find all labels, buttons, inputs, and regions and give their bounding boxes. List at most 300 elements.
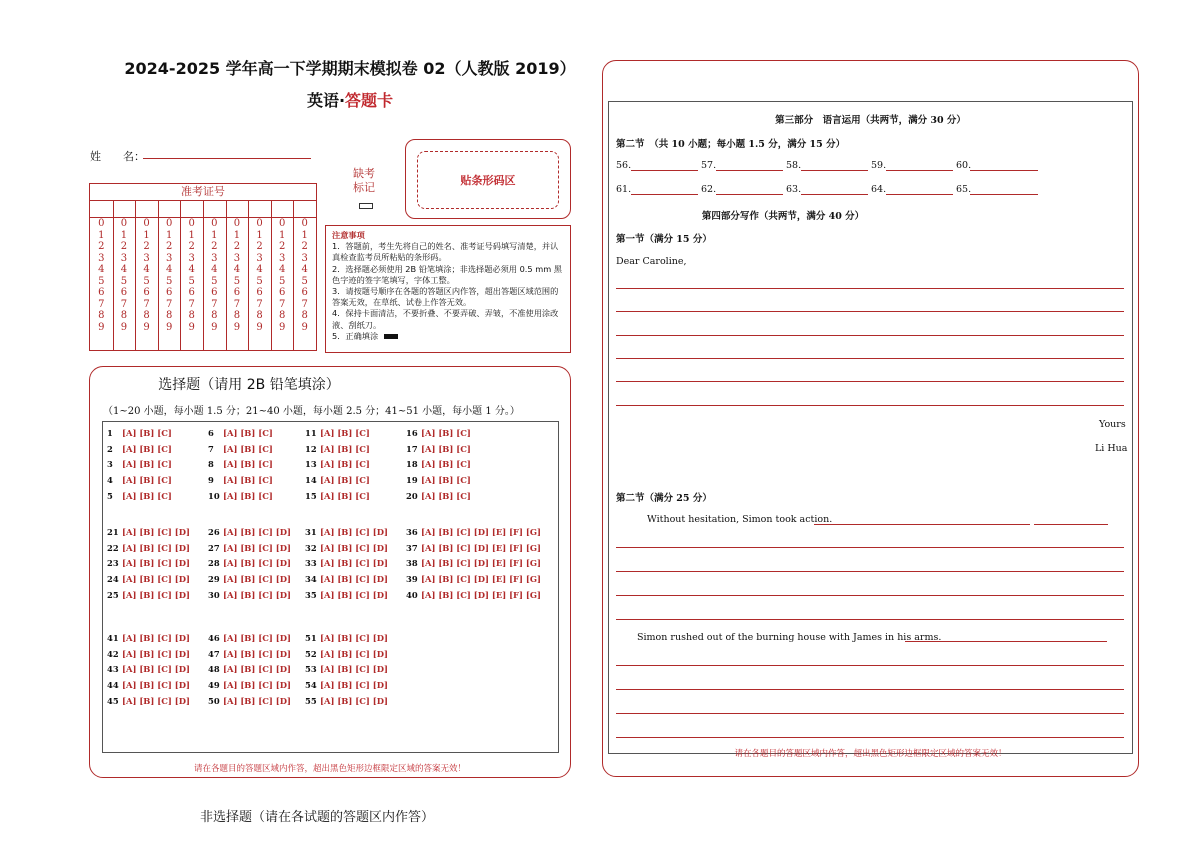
right-warning: 请在各题目的答题区域内作答，超出黑色矩形边框限定区域的答案无效！	[734, 749, 1007, 759]
answer-options[interactable]: [A] [B] [C] [D]	[320, 574, 388, 585]
question-number: 44	[107, 680, 119, 691]
writing-line[interactable]	[616, 713, 1124, 714]
question-item[interactable]	[305, 649, 388, 659]
fill-example-label: 5．正确填涂	[332, 330, 379, 341]
question-item[interactable]	[107, 574, 190, 584]
exam-id-digit[interactable]: 9	[233, 321, 241, 333]
question-item[interactable]	[305, 491, 370, 501]
blank-number: 58.	[786, 160, 802, 171]
question-item[interactable]	[208, 696, 291, 706]
blank-answer-line[interactable]	[970, 194, 1038, 195]
exam-id-digit[interactable]: 6	[98, 287, 105, 298]
exam-id-digit[interactable]: 3	[301, 252, 308, 264]
question-item[interactable]	[406, 558, 541, 568]
answer-options[interactable]: [A] [B] [C] [D]	[122, 558, 190, 569]
exam-id-digit[interactable]: 0	[188, 218, 195, 229]
notes-item: 4．保持卡面清洁，不要折叠、不要弄破、弄皱，不准使用涂改液、刮纸刀。	[332, 308, 559, 330]
exam-id-digit-column[interactable]	[248, 218, 271, 333]
answer-options[interactable]: [A] [B] [C] [D]	[320, 558, 388, 569]
exam-id-digit[interactable]: 8	[98, 310, 105, 321]
question-number: 42	[107, 648, 119, 659]
answer-options[interactable]: [A] [B] [C] [D]	[122, 648, 190, 659]
answer-options[interactable]: [A] [B] [C]	[421, 443, 471, 454]
question-number: 51	[305, 633, 317, 643]
answer-options[interactable]: [A] [B] [C] [D] [E] [F] [G]	[421, 589, 541, 600]
exam-id-digit[interactable]: 4	[301, 264, 308, 275]
exam-id-digit[interactable]: 3	[165, 252, 173, 264]
exam-id-digit[interactable]: 4	[233, 264, 241, 275]
blank-answer-line[interactable]	[970, 170, 1038, 171]
question-number: 33	[305, 558, 317, 569]
exam-id-digit[interactable]: 9	[301, 321, 308, 333]
exam-id-digit[interactable]: 1	[120, 229, 128, 241]
answer-options[interactable]: [A] [B] [C]	[122, 428, 172, 438]
question-item[interactable]	[107, 428, 172, 438]
question-number: 5	[107, 490, 113, 501]
exam-id-digit-column[interactable]	[226, 218, 249, 333]
exam-id-digit[interactable]: 6	[143, 287, 150, 298]
question-item[interactable]	[208, 680, 291, 690]
exam-id-digit-column[interactable]	[271, 218, 294, 333]
answer-options[interactable]: [A] [B] [C]	[421, 490, 471, 501]
question-number: 41	[107, 633, 119, 643]
exam-id-digit[interactable]: 2	[98, 241, 105, 252]
exam-id-digit[interactable]: 4	[165, 264, 173, 275]
answer-options[interactable]: [A] [B] [C] [D]	[122, 542, 190, 553]
question-item[interactable]	[107, 590, 190, 600]
answer-options[interactable]: [A] [B] [C] [D]	[122, 589, 190, 600]
exam-id-digit[interactable]: 2	[188, 241, 195, 252]
question-number: 32	[305, 542, 317, 553]
question-number: 37	[406, 542, 418, 553]
exam-id-digit[interactable]: 4	[120, 264, 128, 275]
writing-line[interactable]	[616, 381, 1124, 382]
exam-id-digit[interactable]: 3	[188, 252, 195, 264]
answer-options[interactable]: [A] [B] [C] [D]	[223, 527, 291, 537]
answer-options[interactable]: [A] [B] [C] [D]	[223, 542, 291, 553]
exam-id-digit-column[interactable]	[203, 218, 226, 333]
choice-title: 选择题（请用 2B 铅笔填涂）	[158, 377, 340, 393]
question-item[interactable]	[305, 664, 388, 674]
exam-id-digit[interactable]: 4	[211, 264, 218, 275]
exam-id-grid[interactable]	[89, 183, 317, 351]
exam-id-digit[interactable]: 2	[143, 241, 150, 252]
exam-id-digit[interactable]: 0	[143, 218, 150, 229]
blank-number: 59.	[871, 160, 887, 171]
question-number: 20	[406, 490, 418, 501]
question-item[interactable]	[305, 696, 388, 706]
writing-line[interactable]	[616, 335, 1124, 336]
exam-id-digit[interactable]: 8	[120, 310, 128, 321]
answer-options[interactable]: [A] [B] [C]	[320, 490, 370, 501]
exam-id-digit[interactable]: 3	[98, 252, 105, 264]
answer-options[interactable]: [A] [B] [C] [D]	[320, 633, 388, 643]
exam-id-digit[interactable]: 0	[98, 218, 105, 229]
absent-label-line1: 缺考	[353, 167, 375, 180]
answer-options[interactable]: [A] [B] [C] [D]	[223, 664, 291, 675]
exam-id-digit[interactable]: 5	[165, 275, 173, 287]
answer-options[interactable]: [A] [B] [C] [D]	[223, 695, 291, 706]
question-item[interactable]	[208, 574, 291, 584]
question-item[interactable]	[107, 475, 172, 485]
writing-line[interactable]	[616, 405, 1124, 406]
exam-id-digit[interactable]: 9	[188, 321, 195, 333]
exam-id-digit-column[interactable]	[180, 218, 203, 333]
answer-options[interactable]: [A] [B] [C]	[320, 459, 370, 470]
writing-line[interactable]	[1034, 524, 1108, 525]
exam-id-digit[interactable]: 0	[211, 218, 218, 229]
question-item[interactable]	[406, 459, 471, 469]
exam-id-digit[interactable]: 8	[256, 310, 263, 321]
blank-answer-line[interactable]	[886, 170, 953, 171]
question-item[interactable]	[107, 491, 172, 501]
exam-id-digit[interactable]: 2	[165, 241, 173, 252]
question-item[interactable]	[208, 444, 273, 454]
exam-id-digit[interactable]: 1	[165, 229, 173, 241]
exam-id-digit[interactable]: 3	[278, 252, 286, 264]
exam-id-digit-column[interactable]	[135, 218, 158, 333]
answer-options[interactable]: [A] [B] [C] [D]	[320, 664, 388, 675]
writing-line[interactable]	[616, 547, 1124, 548]
question-item[interactable]	[107, 527, 190, 537]
answer-options[interactable]: [A] [B] [C]	[421, 475, 471, 486]
notes-fill-example	[332, 331, 564, 342]
exam-id-digit[interactable]: 9	[165, 321, 173, 333]
exam-id-digit-column[interactable]	[90, 218, 113, 333]
answer-options[interactable]: [A] [B] [C] [D]	[320, 527, 388, 537]
answer-options[interactable]: [A] [B] [C] [D]	[122, 664, 190, 675]
question-number: 35	[305, 589, 317, 600]
exam-id-digit[interactable]: 5	[233, 275, 241, 287]
question-number: 10	[208, 490, 220, 501]
exam-id-digit[interactable]: 5	[301, 275, 308, 287]
exam-id-digit[interactable]: 7	[98, 298, 105, 310]
question-number: 28	[208, 558, 220, 569]
question-item[interactable]	[107, 543, 190, 553]
question-number: 12	[305, 443, 317, 454]
writing-line[interactable]	[616, 311, 1124, 312]
question-item[interactable]	[208, 543, 291, 553]
exam-id-digit[interactable]: 8	[188, 310, 195, 321]
answer-options[interactable]: [A] [B] [C] [D]	[122, 680, 190, 691]
exam-id-digit-column[interactable]	[113, 218, 136, 333]
exam-id-digit[interactable]: 0	[233, 218, 241, 229]
exam-id-digit[interactable]: 8	[165, 310, 173, 321]
question-item[interactable]	[406, 527, 541, 537]
question-item[interactable]	[208, 558, 291, 568]
writing-line[interactable]	[814, 524, 1030, 525]
question-item[interactable]	[305, 428, 370, 438]
exam-id-digit[interactable]: 6	[256, 287, 263, 298]
answer-options[interactable]: [A] [B] [C] [D]	[122, 527, 190, 537]
exam-id-digit[interactable]: 8	[301, 310, 308, 321]
exam-id-digit[interactable]: 2	[278, 241, 286, 252]
exam-id-digit[interactable]: 1	[188, 229, 195, 241]
exam-id-digit[interactable]: 4	[278, 264, 286, 275]
question-item[interactable]	[107, 633, 190, 643]
exam-id-digit[interactable]: 3	[143, 252, 150, 264]
answer-options[interactable]: [A] [B] [C]	[122, 443, 172, 454]
answer-options[interactable]: [A] [B] [C] [D]	[223, 633, 291, 643]
question-number: 36	[406, 527, 418, 537]
answer-options[interactable]: [A] [B] [C]	[223, 428, 273, 438]
question-item[interactable]	[305, 527, 388, 537]
exam-id-digit-column[interactable]	[158, 218, 181, 333]
exam-id-digit[interactable]: 9	[256, 321, 263, 333]
nonchoice-label: 非选择题（请在各试题的答题区内作答）	[200, 810, 435, 825]
exam-id-digit[interactable]: 5	[256, 275, 263, 287]
answer-options[interactable]: [A] [B] [C]	[122, 475, 172, 486]
exam-id-digit[interactable]: 7	[233, 298, 241, 310]
question-number: 3	[107, 459, 113, 470]
exam-id-digit[interactable]: 5	[120, 275, 128, 287]
answer-options[interactable]: [A] [B] [C]	[320, 443, 370, 454]
blank-answer-line[interactable]	[716, 170, 783, 171]
question-item[interactable]	[305, 574, 388, 584]
exam-id-digit[interactable]: 1	[211, 229, 218, 241]
writing-line[interactable]	[616, 595, 1124, 596]
blank-answer-line[interactable]	[886, 194, 953, 195]
blank-number: 63.	[786, 184, 802, 195]
exam-id-digit[interactable]: 6	[301, 287, 308, 298]
exam-id-label: 准考证号	[90, 184, 316, 201]
question-item[interactable]	[305, 543, 388, 553]
subject-label: 英语·	[306, 91, 346, 110]
question-item[interactable]	[107, 558, 190, 568]
part3-title-text: 第三部分 语言运用（共两节，满分 30 分）	[775, 115, 966, 126]
question-number: 25	[107, 589, 119, 600]
blank-answer-line[interactable]	[801, 170, 868, 171]
question-item[interactable]	[107, 459, 172, 469]
question-number: 53	[305, 664, 317, 675]
question-number: 29	[208, 574, 220, 585]
question-number: 30	[208, 589, 220, 600]
exam-id-digit[interactable]: 1	[278, 229, 286, 241]
exam-id-digit[interactable]: 0	[165, 218, 173, 229]
question-item[interactable]	[406, 444, 471, 454]
question-item[interactable]	[107, 696, 190, 706]
exam-id-digit[interactable]: 3	[120, 252, 128, 264]
exam-id-digit[interactable]: 9	[278, 321, 286, 333]
question-number: 23	[107, 558, 119, 569]
exam-id-digit[interactable]: 9	[211, 321, 218, 333]
question-item[interactable]	[107, 649, 190, 659]
para1-start: Without hesitation, Simon took action.	[647, 514, 833, 525]
exam-id-digit[interactable]: 6	[120, 287, 128, 298]
absent-mark-box[interactable]	[359, 203, 373, 209]
blank-number: 60.	[956, 160, 972, 171]
question-item[interactable]	[107, 444, 172, 454]
exam-id-digit[interactable]: 8	[278, 310, 286, 321]
question-number: 48	[208, 664, 220, 675]
exam-id-digit[interactable]: 0	[120, 218, 128, 229]
question-item[interactable]	[406, 574, 541, 584]
exam-id-digit[interactable]: 8	[143, 310, 150, 321]
exam-id-digit[interactable]: 3	[211, 252, 218, 264]
blank-answer-line[interactable]	[801, 194, 868, 195]
answer-options[interactable]: [A] [B] [C] [D]	[320, 680, 388, 691]
exam-id-digit[interactable]: 7	[120, 298, 128, 310]
exam-id-digit[interactable]: 2	[301, 241, 308, 252]
exam-id-digit[interactable]: 6	[233, 287, 241, 298]
exam-id-digit[interactable]: 4	[256, 264, 263, 275]
barcode-label: 贴条形码区	[417, 151, 559, 209]
writing-line[interactable]	[905, 641, 1107, 642]
exam-id-digit[interactable]: 7	[256, 298, 263, 310]
exam-id-digit[interactable]: 1	[301, 229, 308, 241]
answer-options[interactable]: [A] [B] [C]	[223, 475, 273, 486]
exam-id-digit[interactable]: 9	[98, 321, 105, 333]
exam-id-digit[interactable]: 6	[278, 287, 286, 298]
blank-number: 62.	[701, 184, 717, 195]
exam-id-digit[interactable]: 4	[98, 264, 105, 275]
exam-id-digit[interactable]: 5	[98, 275, 105, 287]
answer-options[interactable]: [A] [B] [C] [D]	[223, 648, 291, 659]
exam-id-digit[interactable]: 7	[143, 298, 150, 310]
exam-id-digit[interactable]: 2	[211, 241, 218, 252]
answer-options[interactable]: [A] [B] [C] [D]	[320, 542, 388, 553]
question-item[interactable]	[406, 491, 471, 501]
answer-options[interactable]: [A] [B] [C]	[421, 459, 471, 470]
answer-options[interactable]: [A] [B] [C] [D]	[320, 589, 388, 600]
letter-greeting: Dear Caroline,	[616, 256, 687, 267]
question-item[interactable]	[305, 558, 388, 568]
name-field[interactable]	[143, 158, 311, 159]
exam-id-digit[interactable]: 0	[301, 218, 308, 229]
exam-id-digit[interactable]: 4	[143, 264, 150, 275]
answer-options[interactable]: [A] [B] [C] [D]	[122, 633, 190, 643]
answer-options[interactable]: [A] [B] [C]	[421, 428, 471, 438]
answer-options[interactable]: [A] [B] [C] [D]	[122, 574, 190, 585]
exam-id-digit[interactable]: 9	[120, 321, 128, 333]
exam-id-digit[interactable]: 8	[211, 310, 218, 321]
exam-id-digit[interactable]: 1	[256, 229, 263, 241]
question-item[interactable]	[305, 633, 388, 643]
answer-options[interactable]: [A] [B] [C] [D]	[223, 558, 291, 569]
question-number: 9	[208, 475, 214, 486]
answer-options[interactable]: [A] [B] [C] [D] [E] [F] [G]	[421, 527, 541, 537]
question-item[interactable]	[305, 459, 370, 469]
exam-id-digit[interactable]: 6	[165, 287, 173, 298]
exam-id-digit[interactable]: 7	[278, 298, 286, 310]
part4-section2: 第二节（满分 25 分）	[616, 493, 712, 504]
exam-id-digit[interactable]: 7	[165, 298, 173, 310]
answer-options[interactable]: [A] [B] [C]	[320, 428, 370, 438]
answer-options[interactable]: [A] [B] [C] [D]	[320, 648, 388, 659]
exam-title: 2024-2025 学年高一下学期期末模拟卷 02（人教版 2019）	[124, 59, 576, 78]
question-number: 46	[208, 633, 220, 643]
exam-id-digit[interactable]: 5	[143, 275, 150, 287]
exam-id-digit-column[interactable]	[293, 218, 316, 333]
answer-options[interactable]: [A] [B] [C] [D] [E] [F] [G]	[421, 558, 541, 569]
question-number: 34	[305, 574, 317, 585]
question-item[interactable]	[107, 680, 190, 690]
exam-id-digit[interactable]: 7	[211, 298, 218, 310]
exam-id-digit[interactable]: 6	[188, 287, 195, 298]
exam-id-digit[interactable]: 2	[233, 241, 241, 252]
question-item[interactable]	[406, 590, 541, 600]
answer-options[interactable]: [A] [B] [C]	[122, 490, 172, 501]
blank-number: 56.	[616, 160, 632, 171]
question-item[interactable]	[305, 475, 370, 485]
exam-id-digit[interactable]: 9	[143, 321, 150, 333]
question-item[interactable]	[406, 475, 471, 485]
exam-id-digit[interactable]: 1	[98, 229, 105, 241]
question-number: 47	[208, 648, 220, 659]
question-item[interactable]	[208, 590, 291, 600]
exam-id-digit[interactable]: 2	[120, 241, 128, 252]
question-item[interactable]	[208, 491, 273, 501]
blank-answer-line[interactable]	[631, 194, 698, 195]
writing-line[interactable]	[616, 288, 1124, 289]
exam-id-digit[interactable]: 5	[188, 275, 195, 287]
question-item[interactable]	[208, 633, 291, 643]
answer-options[interactable]: [A] [B] [C] [D] [E] [F] [G]	[421, 542, 541, 553]
question-number: 38	[406, 558, 418, 569]
question-number: 43	[107, 664, 119, 675]
writing-line[interactable]	[616, 571, 1124, 572]
question-number: 19	[406, 475, 418, 486]
exam-id-digit[interactable]: 3	[256, 252, 263, 264]
exam-id-digit[interactable]: 1	[143, 229, 150, 241]
answer-options[interactable]: [A] [B] [C] [D] [E] [F] [G]	[421, 574, 541, 585]
exam-id-digit[interactable]: 5	[211, 275, 218, 287]
answer-options[interactable]: [A] [B] [C] [D]	[223, 589, 291, 600]
exam-id-digit[interactable]: 7	[301, 298, 308, 310]
exam-id-digit[interactable]: 1	[233, 229, 241, 241]
answer-options[interactable]: [A] [B] [C] [D]	[223, 574, 291, 585]
answer-options[interactable]: [A] [B] [C]	[320, 475, 370, 486]
answer-options[interactable]: [A] [B] [C] [D]	[320, 695, 388, 706]
exam-id-digit[interactable]: 7	[188, 298, 195, 310]
writing-line[interactable]	[616, 689, 1124, 690]
exam-id-digit[interactable]: 3	[233, 252, 241, 264]
blank-answer-line[interactable]	[631, 170, 698, 171]
answer-options[interactable]: [A] [B] [C]	[122, 459, 172, 470]
exam-id-digit[interactable]: 2	[256, 241, 263, 252]
question-item[interactable]	[406, 543, 541, 553]
answer-options[interactable]: [A] [B] [C] [D]	[223, 680, 291, 691]
writing-line[interactable]	[616, 665, 1124, 666]
exam-id-digit[interactable]: 0	[256, 218, 263, 229]
exam-id-digit[interactable]: 0	[278, 218, 286, 229]
writing-line[interactable]	[616, 358, 1124, 359]
question-item[interactable]	[208, 527, 291, 537]
question-item[interactable]	[406, 428, 471, 438]
question-item[interactable]	[305, 590, 388, 600]
answer-options[interactable]: [A] [B] [C]	[223, 459, 273, 470]
question-item[interactable]	[305, 680, 388, 690]
answer-options[interactable]: [A] [B] [C] [D]	[122, 695, 190, 706]
exam-id-digit[interactable]: 6	[211, 287, 218, 298]
answer-options[interactable]: [A] [B] [C]	[223, 443, 273, 454]
writing-line[interactable]	[616, 619, 1124, 620]
question-item[interactable]	[208, 664, 291, 674]
question-item[interactable]	[208, 459, 273, 469]
exam-id-digit[interactable]: 5	[278, 275, 286, 287]
question-item[interactable]	[107, 664, 190, 674]
exam-id-digit[interactable]: 4	[188, 264, 195, 275]
question-item[interactable]	[305, 444, 370, 454]
writing-line[interactable]	[616, 737, 1124, 738]
notes-item: 2．选择题必须使用 2B 铅笔填涂；非选择题必须用 0.5 mm 黑色字迹的签字笔填写，字体工整。	[332, 263, 562, 285]
blank-answer-line[interactable]	[716, 194, 783, 195]
question-item[interactable]	[208, 649, 291, 659]
question-item[interactable]	[208, 428, 273, 438]
exam-id-digit[interactable]: 8	[233, 310, 241, 321]
answer-options[interactable]: [A] [B] [C]	[223, 490, 273, 501]
question-item[interactable]	[208, 475, 273, 485]
